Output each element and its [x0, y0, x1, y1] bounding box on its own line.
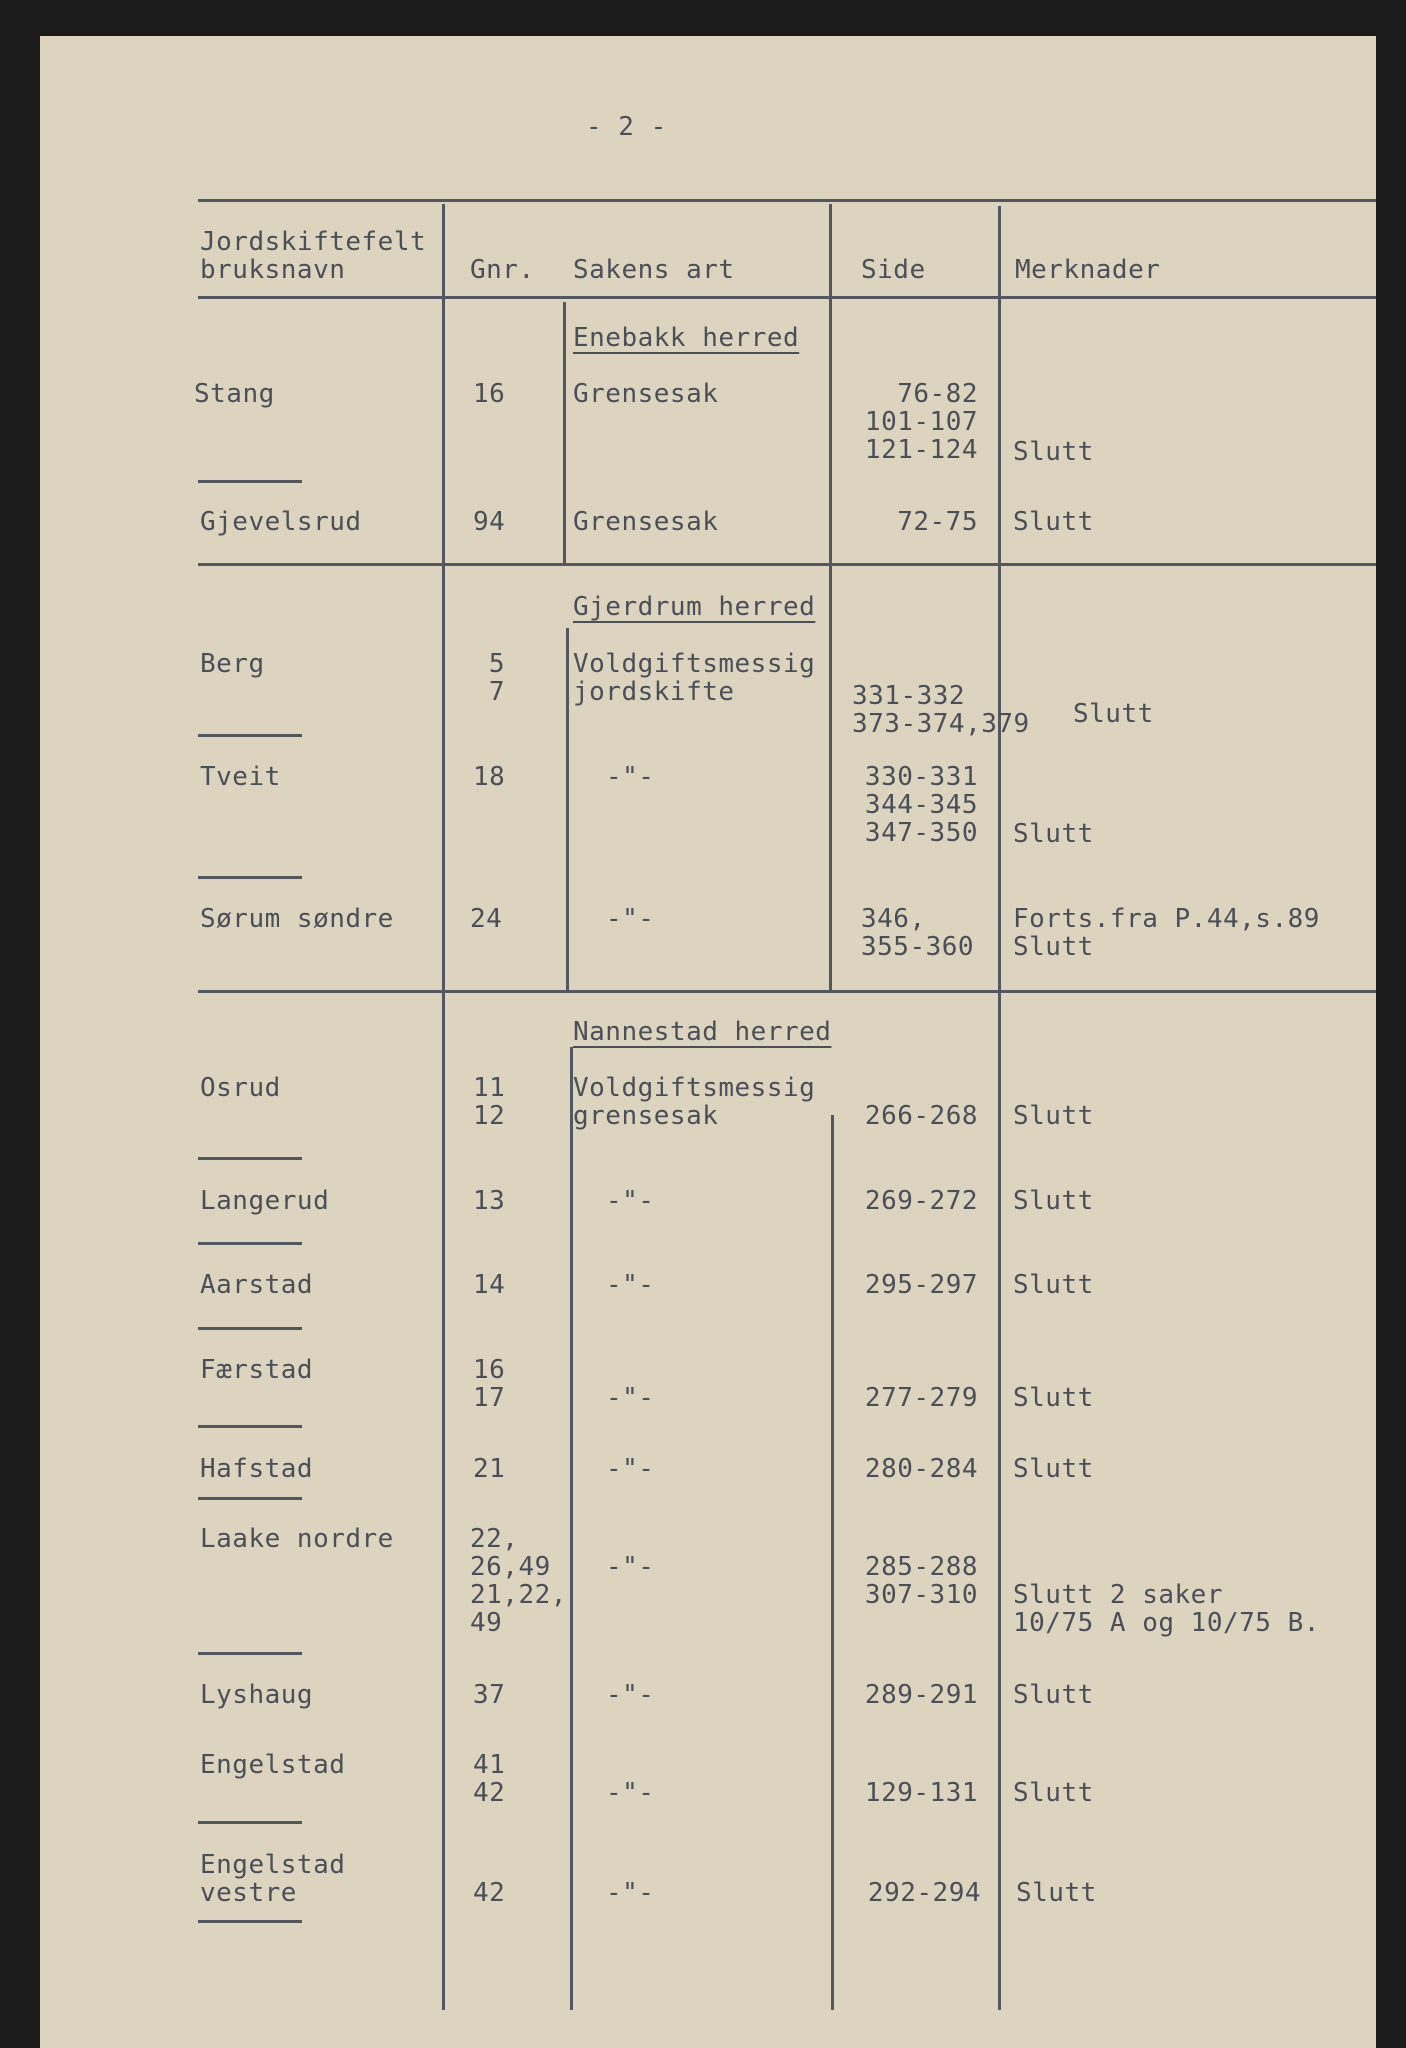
column-divider-gnr-gjerdrum	[566, 628, 569, 990]
row-name: Aarstad	[200, 1270, 314, 1300]
row-gnr: 22, 26,49 21,22, 49	[470, 1524, 567, 1638]
row-separator	[198, 1652, 302, 1655]
row-merknad: Slutt	[1013, 1454, 1094, 1484]
row-merknad: Slutt	[1073, 699, 1154, 729]
section-heading-nannestad: Nannestad herred	[573, 1017, 832, 1047]
header-bruksnavn: bruksnavn	[200, 255, 346, 285]
row-separator	[198, 1242, 302, 1245]
row-name: Berg	[200, 649, 265, 679]
row-side: 266-268	[864, 1101, 978, 1131]
row-separator	[198, 1497, 302, 1500]
row-side: 76-82 101-107 121-124	[864, 379, 978, 465]
row-sakens-art: -"-	[606, 1778, 655, 1808]
row-separator	[198, 1821, 302, 1824]
row-side: 330-331 344-345 347-350	[864, 762, 978, 848]
row-separator	[198, 480, 302, 483]
header-sakens-art: Sakens art	[573, 255, 735, 285]
row-gnr: 11 12	[473, 1073, 506, 1131]
row-side: 269-272	[864, 1186, 978, 1216]
row-side: 277-279	[864, 1383, 978, 1413]
row-gnr: 13	[473, 1186, 506, 1216]
row-merknad: Slutt	[1013, 819, 1094, 849]
row-gnr: 24	[470, 904, 503, 934]
row-separator	[198, 1425, 302, 1428]
row-side: 280-284	[864, 1454, 978, 1484]
row-sakens-art: -"-	[606, 1878, 655, 1908]
row-side: 346, 355-360	[861, 904, 975, 962]
row-gnr: 5 7	[488, 649, 505, 707]
row-gnr: 16 17	[473, 1355, 506, 1413]
row-name: Færstad	[200, 1355, 314, 1385]
row-gnr: 21	[473, 1454, 506, 1484]
row-separator	[198, 734, 302, 737]
row-sakens-art: -"-	[606, 1552, 655, 1582]
row-merknad: Slutt	[1013, 437, 1094, 467]
table-top-rule	[198, 199, 1376, 202]
row-side: 292-294	[867, 1878, 981, 1908]
row-gnr: 41 42	[473, 1750, 506, 1808]
row-separator	[198, 1157, 302, 1160]
row-merknad: Slutt	[1013, 1383, 1094, 1413]
row-sakens-art: -"-	[606, 1383, 655, 1413]
header-jordskiftefelt: Jordskiftefelt	[200, 227, 427, 257]
header-side: Side	[861, 255, 926, 285]
row-separator	[198, 1327, 302, 1330]
row-side: 295-297	[864, 1270, 978, 1300]
row-name: Langerud	[200, 1186, 330, 1216]
row-sakens-art: -"-	[606, 1454, 655, 1484]
row-gnr: 14	[473, 1270, 506, 1300]
row-sakens-art: Voldgiftsmessig jordskifte	[573, 649, 816, 707]
header-bottom-rule	[198, 296, 1376, 299]
row-merknad: Slutt	[1013, 1680, 1094, 1710]
row-side: 289-291	[864, 1680, 978, 1710]
row-sakens-art: Grensesak	[573, 379, 719, 409]
row-merknad: Forts.fra P.44,s.89 Slutt	[1013, 904, 1320, 962]
row-name: Engelstad vestre	[200, 1850, 346, 1908]
row-merknad: Slutt	[1016, 1878, 1097, 1908]
column-divider-gnr-nannestad	[570, 1047, 573, 2010]
row-sakens-art: Voldgiftsmessig grensesak	[573, 1073, 816, 1131]
row-name: Osrud	[200, 1073, 281, 1103]
row-side: 285-288 307-310	[864, 1552, 978, 1610]
page-number: - 2 -	[586, 112, 667, 142]
row-name: Tveit	[200, 762, 281, 792]
row-separator	[198, 876, 302, 879]
section-divider-gjerdrum	[198, 990, 1376, 993]
header-merknader: Merknader	[1015, 255, 1161, 285]
row-name: Laake nordre	[200, 1524, 394, 1554]
column-divider-side	[998, 206, 1001, 2010]
section-heading-enebakk: Enebakk herred	[573, 323, 800, 353]
row-name: Engelstad	[200, 1750, 346, 1780]
column-divider-art-bottom	[831, 1115, 834, 2010]
row-gnr: 18	[473, 762, 506, 792]
row-merknad: Slutt	[1013, 1186, 1094, 1216]
section-heading-gjerdrum: Gjerdrum herred	[573, 592, 816, 622]
header-gnr: Gnr.	[470, 255, 535, 285]
row-name: Hafstad	[200, 1454, 314, 1484]
row-sakens-art: -"-	[606, 762, 655, 792]
row-merknad: Slutt 2 saker 10/75 A og 10/75 B.	[1013, 1580, 1320, 1638]
row-side: 72-75	[897, 507, 978, 537]
column-divider-name	[442, 204, 445, 2010]
row-name: Lyshaug	[200, 1680, 314, 1710]
row-name: Stang	[194, 379, 275, 409]
row-gnr: 16	[473, 379, 506, 409]
row-gnr: 94	[473, 507, 506, 537]
row-gnr: 37	[473, 1680, 506, 1710]
row-merknad: Slutt	[1013, 1101, 1094, 1131]
row-separator	[198, 1920, 302, 1923]
row-merknad: Slutt	[1013, 1778, 1094, 1808]
row-gnr: 42	[473, 1878, 506, 1908]
row-sakens-art: -"-	[606, 904, 655, 934]
row-merknad: Slutt	[1013, 507, 1094, 537]
row-sakens-art: -"-	[606, 1680, 655, 1710]
row-side: 129-131	[864, 1778, 978, 1808]
row-sakens-art: -"-	[606, 1186, 655, 1216]
section-divider-enebakk	[198, 563, 1376, 566]
row-name: Gjevelsrud	[200, 507, 362, 537]
row-merknad: Slutt	[1013, 1270, 1094, 1300]
row-side: 331-332 373-374,379	[852, 681, 1030, 739]
row-sakens-art: -"-	[606, 1270, 655, 1300]
column-divider-art-top	[829, 204, 832, 992]
row-name: Sørum søndre	[200, 904, 394, 934]
row-sakens-art: Grensesak	[573, 507, 719, 537]
column-divider-gnr-enebakk	[563, 302, 566, 564]
